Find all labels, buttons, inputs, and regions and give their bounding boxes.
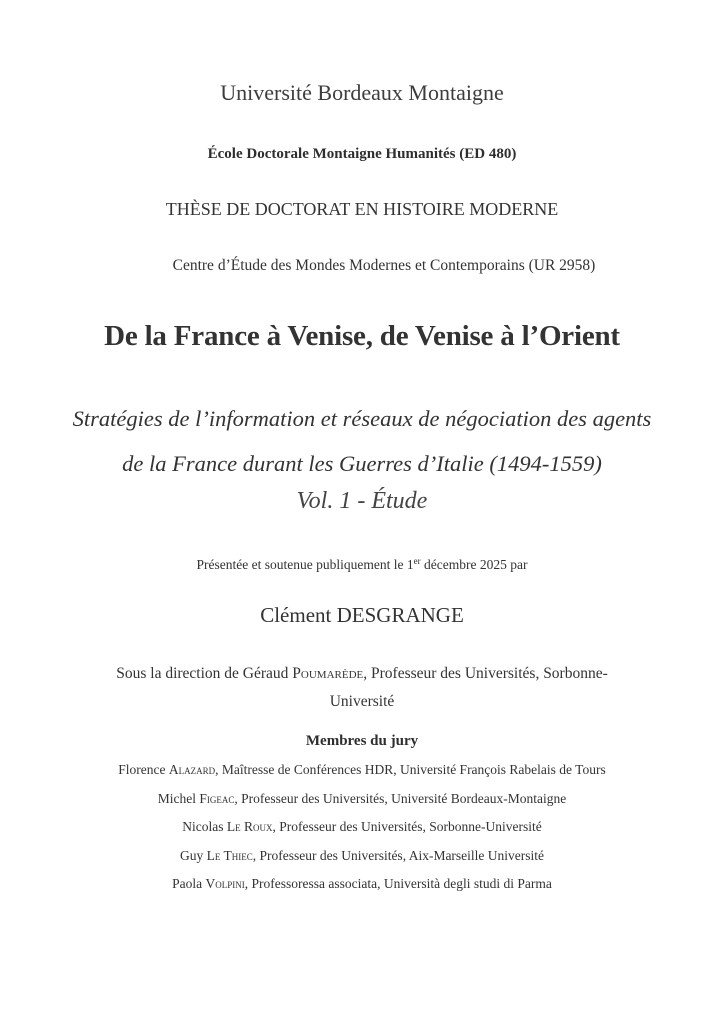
university-name: Université Bordeaux Montaigne xyxy=(220,80,504,105)
jury-member-surname: Figeac xyxy=(199,790,235,806)
jury-member-role: , Professeur des Universités, Sorbonne-Université xyxy=(272,819,542,834)
jury-member-surname: Volpini xyxy=(205,876,245,891)
jury-member-first-name: Guy xyxy=(179,847,207,863)
jury-member-surname: Le Roux xyxy=(226,819,273,834)
supervisor-surname: Poumarède xyxy=(292,665,364,682)
jury-list xyxy=(0,760,724,903)
jury-member-surname: Alazard xyxy=(168,762,216,777)
supervision-suffix: , Professeur des Universités, Sorbonne-Université xyxy=(329,665,608,710)
subtitle-line-2-emphasis: Guerres d’Italie xyxy=(338,451,484,476)
jury-member xyxy=(0,846,724,875)
subtitle-line-2 xyxy=(0,441,724,486)
jury-member-role: , Professoressa associata, Università degli studi di Parma xyxy=(244,876,552,891)
defense-ordinal: er xyxy=(413,556,421,566)
thesis-title: De la France à Venise, de Venise à l’Orient xyxy=(104,320,620,352)
jury-member-first-name: Nicolas xyxy=(182,819,227,834)
jury-member-role: , Professeur des Universités, Université Bordeaux-Montaigne xyxy=(234,790,567,806)
thesis-subtitle xyxy=(0,396,724,486)
supervision-statement xyxy=(90,660,634,716)
subtitle-line-1: Stratégies de l’information et réseaux de négociation des agents xyxy=(72,406,652,431)
research-unit: Centre d’Étude des Mondes Modernes et Contemporains (UR 2958) xyxy=(172,257,596,274)
author-name: Clément DESGRANGE xyxy=(260,603,464,627)
volume-label: Vol. 1 - Étude xyxy=(296,488,428,514)
jury-member-role: , Professeur des Universités, Aix-Marseille Université xyxy=(252,847,545,863)
defense-prefix: Présentée et soutenue publiquement le 1 xyxy=(196,557,414,572)
jury-member xyxy=(0,760,724,789)
thesis-type: THÈSE DE DOCTORAT EN HISTOIRE MODERNE xyxy=(165,199,559,219)
subtitle-line-2-suffix: (1494-1559) xyxy=(483,451,602,476)
subtitle-line-2-prefix: de la France durant les xyxy=(122,451,339,476)
jury-member-first-name: Florence xyxy=(118,762,169,777)
jury-member-first-name: Michel xyxy=(157,790,200,806)
doctoral-school: École Doctorale Montaigne Humanités (ED 480) xyxy=(207,146,517,162)
defense-suffix: décembre 2025 par xyxy=(420,557,528,572)
jury-member xyxy=(0,874,724,903)
jury-member xyxy=(0,789,724,818)
supervision-prefix: Sous la direction de Géraud xyxy=(116,665,293,682)
jury-member-surname: Le Thiec xyxy=(206,847,253,863)
jury-member xyxy=(0,817,724,846)
jury-heading: Membres du jury xyxy=(305,733,419,749)
jury-member-first-name: Paola xyxy=(172,876,206,891)
defense-statement xyxy=(0,556,724,573)
jury-member-role: , Maîtresse de Conférences HDR, Université François Rabelais de Tours xyxy=(215,762,606,777)
